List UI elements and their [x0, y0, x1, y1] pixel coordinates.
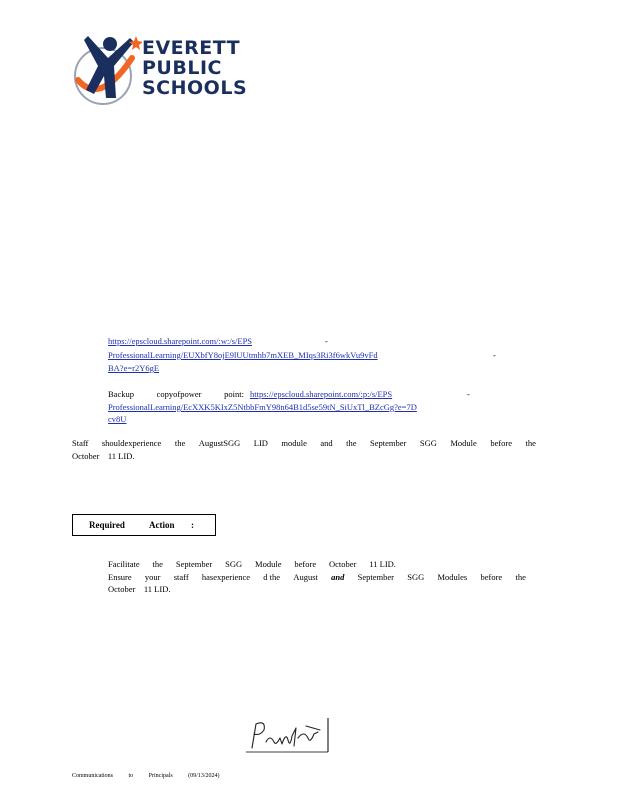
colon-label: :: [191, 520, 194, 530]
signature-image: [244, 716, 330, 754]
action-item-2-line-1: Ensure your staff hasexperience d the August and September SGG Modules before the: [108, 572, 526, 582]
staff-paragraph-line-1: Staff shouldexperience the AugustSGG LID module and the September SGG Module before the: [72, 438, 536, 448]
staff-paragraph-line-2: October 11 LID.: [72, 451, 135, 461]
link-1-dash-2: -: [493, 350, 496, 360]
everett-public-schools-logo: [70, 28, 260, 114]
link-1-line-1[interactable]: https://epscloud.sharepoint.com/:w:/s/EPS: [108, 336, 253, 346]
link-1-line-2[interactable]: ProfessionalLearning/EUXbfY8ojE9lUUtmhb7mXEB_MIqs3Ri3f6wkVu9vFd: [108, 350, 378, 360]
backup-link-line-3[interactable]: cv8U: [108, 414, 127, 424]
action-item-1: Facilitate the September SGG Module before October 11 LID.: [108, 559, 396, 569]
action-label: Action: [149, 520, 175, 530]
backup-link-line-1[interactable]: https://epscloud.sharepoint.com/:p:/s/EPS: [250, 389, 393, 399]
footer: Communications to Principals (09/13/2024): [72, 773, 220, 779]
backup-link-dash: -: [467, 389, 470, 399]
action-item-2-line-2: October 11 LID.: [108, 584, 171, 594]
required-label: Required: [89, 520, 125, 530]
logo-figure-icon: [70, 28, 142, 114]
backup-link-line-2[interactable]: ProfessionalLearning/EcXXK5KIxZ5NtbbFmY98n64B1d5se59tN_SiUxTl_BZcGg?e=7D: [108, 402, 417, 412]
logo-wordmark: EVERETT PUBLIC SCHOOLS: [142, 37, 248, 99]
required-action-box: [72, 514, 216, 536]
link-1-line-3[interactable]: BA?e=r2Y6gE: [108, 363, 160, 373]
backup-label: Backup copyofpower point:: [108, 389, 244, 399]
link-1-dash-1: -: [325, 336, 328, 346]
